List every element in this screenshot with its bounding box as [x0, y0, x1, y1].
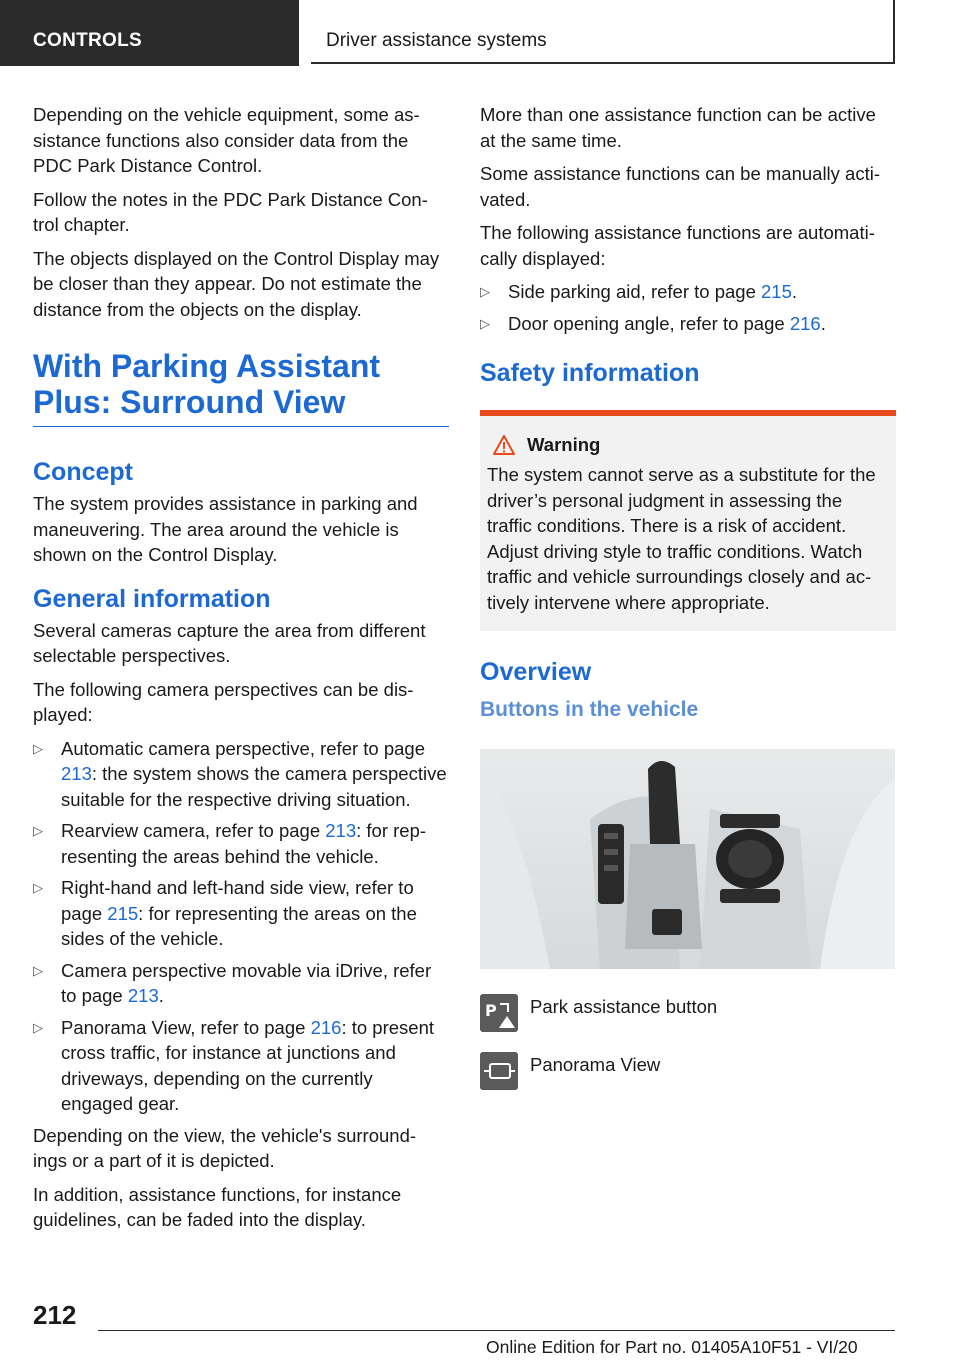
- footer-divider: [98, 1330, 895, 1331]
- right-paragraph-1: More than one assistance function can be active at the same time.: [480, 104, 876, 151]
- warning-triangle-icon: [493, 435, 515, 455]
- panorama-view-icon: [480, 1052, 518, 1090]
- page-header: [0, 0, 960, 66]
- chapter-title: Driver assistance systems: [311, 0, 895, 64]
- camera-perspective-list: [33, 736, 449, 1117]
- outro-paragraph-2: In addition, assistance functions, for instance guidelines, can be faded into the display.: [33, 1183, 402, 1230]
- park-assist-label: Park assistance button: [530, 996, 718, 1017]
- page-link[interactable]: 216: [310, 1016, 342, 1038]
- section-tab: CONTROLS: [0, 0, 299, 66]
- warning-box: [480, 410, 896, 631]
- list-item: ▷ Panorama View, refer to page 216: to present cross traffic, for instance at junctions and driveways, depending on the currently engaged gear.: [33, 1016, 434, 1114]
- triangle-bullet-icon: ▷: [480, 315, 490, 331]
- button-legend-park-assist: [480, 994, 896, 1032]
- right-paragraph-3: The following assistance functions are automati-cally displayed:: [480, 222, 875, 269]
- right-paragraph-2: Some assistance functions can be manually acti-vated.: [480, 163, 881, 210]
- page-link[interactable]: 216: [789, 312, 821, 334]
- safety-heading: Safety information: [480, 359, 700, 387]
- page-link[interactable]: 213: [325, 820, 357, 841]
- buttons-heading: Buttons in the vehicle: [480, 698, 699, 721]
- intro-paragraph-3: The objects displayed on the Control Display may be closer than they appear. Do not estimate the distance from the objects on the display.: [33, 247, 440, 320]
- triangle-bullet-icon: ▷: [33, 740, 43, 756]
- concept-text: The system provides assistance in parking and maneuvering. The area around the vehicle is shown on the Control Display.: [33, 493, 418, 565]
- list-item: ▷ Rearview camera, refer to page 213: for rep-resenting the areas behind the vehicle.: [33, 820, 427, 867]
- list-item: ▷ Camera perspective movable via iDrive, refer to page 213.: [33, 959, 432, 1006]
- park-assist-icon: [480, 994, 518, 1032]
- edition-text: Online Edition for Part no. 01405A10F51 - VI/20: [486, 1337, 858, 1357]
- triangle-bullet-icon: ▷: [33, 823, 43, 838]
- intro-paragraph-1: Depending on the vehicle equipment, some as-sistance functions also consider data from the PDC Park Distance Control.: [33, 104, 420, 176]
- page-number: 212: [33, 1300, 77, 1330]
- warning-text: The system cannot serve as a substitute for the driver’s personal judgment in assessing the traffic conditions. There is a risk of accident. Adjust driving style to traffic conditions. Watch traffic and vehicle surroundings closely and ac-tively intervene where appropriate.: [487, 464, 876, 613]
- auto-functions-list: [480, 279, 896, 336]
- triangle-bullet-icon: ▷: [33, 1019, 43, 1035]
- triangle-bullet-icon: ▷: [33, 962, 43, 978]
- intro-paragraph-2: Follow the notes in the PDC Park Distance Con-trol chapter.: [33, 188, 428, 235]
- general-info-text-1: Several cameras capture the area from different selectable perspectives.: [33, 619, 426, 666]
- list-item: ▷ Side parking aid, refer to page 215.: [480, 279, 896, 305]
- overview-heading: Overview: [480, 658, 592, 686]
- page-link[interactable]: 213: [127, 985, 159, 1006]
- list-item: ▷ Automatic camera perspective, refer to page 213: the system shows the camera perspective suitable for the respective driving situation.: [33, 737, 447, 810]
- left-column: [33, 102, 449, 1241]
- button-legend-panorama: [480, 1052, 896, 1090]
- triangle-bullet-icon: ▷: [33, 880, 43, 895]
- general-info-heading: General information: [33, 584, 271, 613]
- triangle-bullet-icon: ▷: [480, 284, 490, 299]
- page-link[interactable]: 213: [61, 763, 92, 784]
- center-console-photo: [480, 749, 895, 969]
- list-item: ▷ Right-hand and left-hand side view, refer to page 215: for representing the areas on the sides of the vehicle.: [33, 877, 417, 949]
- outro-paragraph-1: Depending on the view, the vehicle's surround-ings or a part of it is depicted.: [33, 1124, 417, 1171]
- warning-header: [493, 434, 888, 456]
- section-heading: With Parking Assistant Plus: Surround View: [33, 348, 449, 427]
- page-link[interactable]: 215: [107, 902, 139, 924]
- page-link[interactable]: 215: [761, 281, 792, 302]
- list-item: ▷ Door opening angle, refer to page 216.: [480, 311, 896, 337]
- concept-heading: Concept: [33, 458, 133, 486]
- svg-text:P: P: [485, 1001, 497, 1020]
- right-column: [480, 102, 896, 1110]
- general-info-text-2: The following camera perspectives can be dis-played:: [33, 678, 414, 725]
- warning-label: Warning: [527, 434, 601, 455]
- panorama-view-label: Panorama View: [530, 1054, 661, 1075]
